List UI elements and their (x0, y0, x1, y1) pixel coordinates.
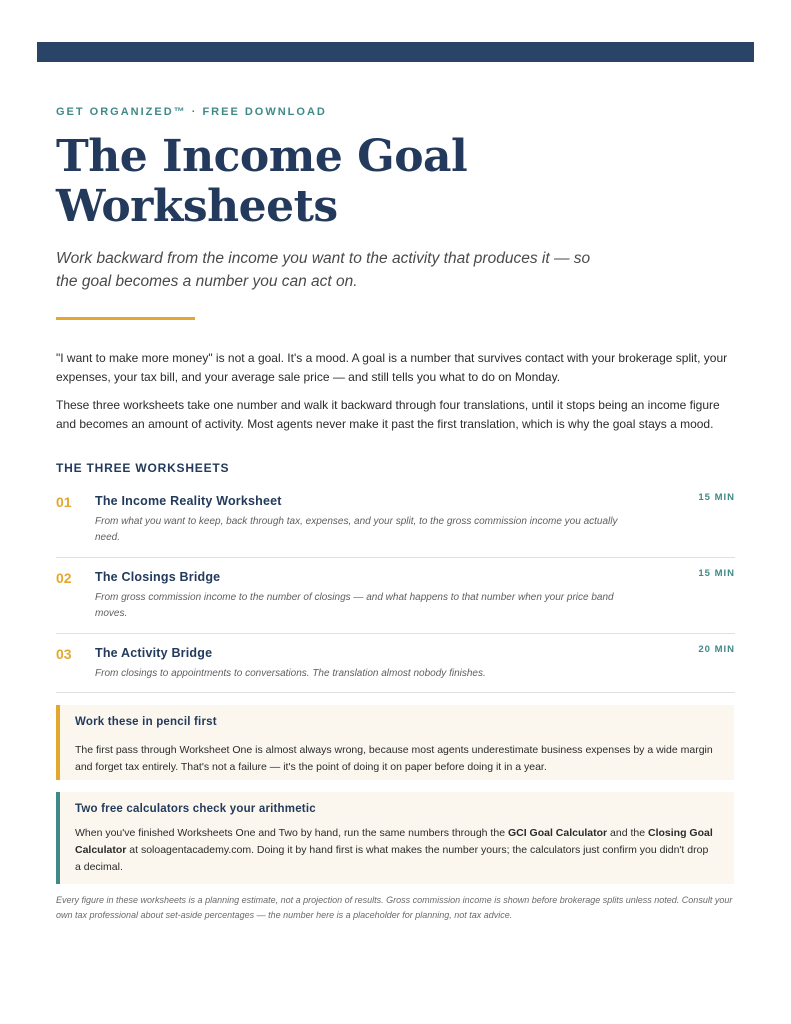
worksheet-description: From closings to appointments to conversations. The translation almost nobody finishes. (95, 668, 486, 679)
gci-calculator-link[interactable]: GCI Goal Calculator (507, 827, 608, 839)
worksheet-title: The Income Reality Worksheet (95, 494, 282, 508)
callout-pencil-first (56, 705, 734, 780)
callout-body-text: at soloagentacademy.com. Doing it by hand first is what makes the number yours; the calculators just confirm you didn't drop a decimal. (75, 844, 709, 873)
worksheet-description: From what you want to keep, back through tax, expenses, and your split, to the gross commission income you actually need. (95, 516, 618, 543)
subtitle: Work backward from the income you want to the activity that produces it — so the goal becomes a number you can act on. (56, 250, 591, 290)
accent-rule (56, 317, 195, 320)
callout-calculators (56, 792, 734, 884)
page-title: The Income Goal Worksheets (56, 131, 468, 232)
divider (56, 557, 735, 558)
worksheet-time: 20 MIN (698, 644, 735, 655)
intro-paragraph-1: "I want to make more money" is not a goal. It's a mood. A goal is a number that survives contact with your brokerage split, your expenses, your tax bill, and your average sale price — and still tells you what to do on Monday. (56, 351, 728, 384)
section-heading: THE THREE WORKSHEETS (56, 461, 230, 475)
callout-body-text: When you've finished Worksheets One and Two by hand, run the same numbers through the (75, 827, 508, 839)
worksheet-number: 03 (56, 646, 72, 662)
callout-body-text: and the (607, 827, 649, 839)
worksheet-time: 15 MIN (698, 568, 735, 579)
intro-paragraph-2: These three worksheets take one number and walk it backward through four translations, until it stops being an income figure and becomes an amount of activity. Most agents never make it past the first translation, which is why the goal stays a mood. (56, 398, 720, 431)
worksheet-number: 02 (56, 570, 72, 586)
callout-body (75, 825, 715, 876)
divider (56, 692, 735, 693)
callout-body: The first pass through Worksheet One is almost always wrong, because most agents underestimate business expenses by a wide margin and forget tax entirely. That's not a failure — it's the point of doing it on paper before doing it in a year. (75, 744, 713, 773)
worksheet-title: The Closings Bridge (95, 570, 221, 584)
callout-accent-bar (56, 705, 60, 780)
divider (56, 633, 735, 634)
disclaimer-footnote: Every figure in these worksheets is a planning estimate, not a projection of results. Gross commission income is shown before brokerage splits unless noted. Consult your own tax professional about set-aside percentages — the number here is a placeholder for planning, not tax advice. (56, 895, 733, 920)
worksheet-time: 15 MIN (698, 492, 735, 503)
callout-title: Two free calculators check your arithmetic (75, 803, 316, 815)
header-bar (37, 42, 754, 62)
callout-accent-bar (56, 792, 60, 884)
callout-title: Work these in pencil first (75, 716, 217, 728)
worksheet-title: The Activity Bridge (95, 646, 213, 660)
closing-calculator-link[interactable]: Closing Goal Calculator (75, 827, 713, 856)
eyebrow-label: GET ORGANIZED™ · FREE DOWNLOAD (56, 106, 327, 118)
worksheet-description: From gross commission income to the number of closings — and what happens to that number when your price band moves. (95, 592, 614, 619)
worksheet-number: 01 (56, 494, 72, 510)
